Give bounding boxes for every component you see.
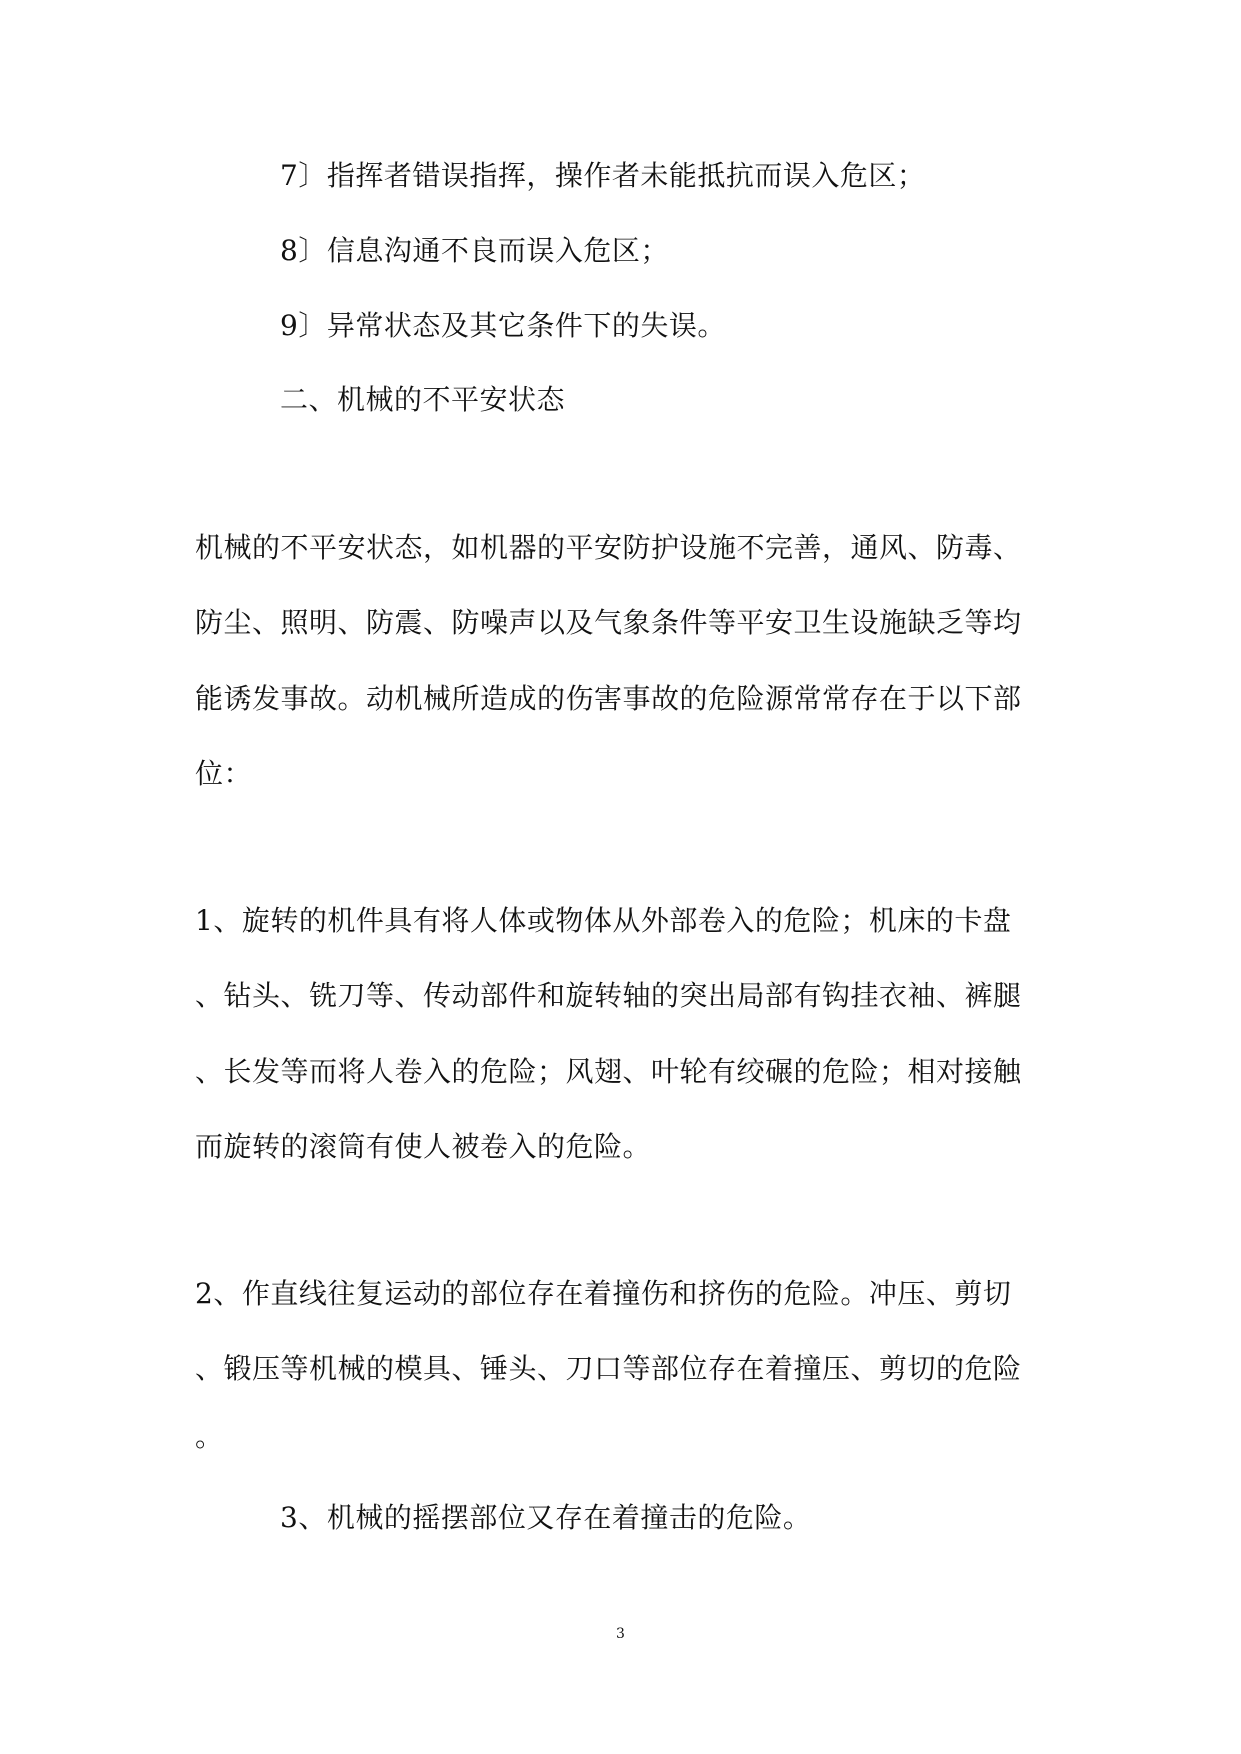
paragraph-line: 防尘、照明、防震、防噪声以及气象条件等平安卫生设施缺乏等均 [195,606,1022,639]
paragraph-line: 。 [195,1420,224,1453]
section-heading: 二、机械的不平安状态 [280,383,566,416]
paragraph-line: 3、机械的摇摆部位又存在着撞击的危险。 [280,1501,812,1534]
paragraph-line: 、长发等而将人卷入的危险；风翅、叶轮有绞碾的危险；相对接触 [195,1055,1022,1088]
paragraph-line: 1、旋转的机件具有将人体或物体从外部卷入的危险；机床的卡盘 [195,904,1012,937]
list-item-9: 9〕异常状态及其它条件下的失误。 [280,309,726,342]
paragraph-line: 、锻压等机械的模具、锤头、刀口等部位存在着撞压、剪切的危险 [195,1352,1022,1385]
paragraph-line: 位： [195,757,253,790]
list-item-7: 7〕指挥者错误指挥，操作者未能抵抗而误入危区； [280,159,926,192]
paragraph-line: 、钻头、铣刀等、传动部件和旋转轴的突出局部有钩挂衣袖、裤腿 [195,979,1022,1012]
page-number: 3 [616,1626,625,1642]
paragraph-line: 2、作直线往复运动的部位存在着撞伤和挤伤的危险。冲压、剪切 [195,1277,1012,1310]
paragraph-line: 而旋转的滚筒有使人被卷入的危险。 [195,1130,652,1163]
list-item-8: 8〕信息沟通不良而误入危区； [280,234,669,267]
paragraph-line: 机械的不平安状态，如机器的平安防护设施不完善，通风、防毒、 [195,531,1022,564]
paragraph-line: 能诱发事故。动机械所造成的伤害事故的危险源常常存在于以下部 [195,682,1022,715]
